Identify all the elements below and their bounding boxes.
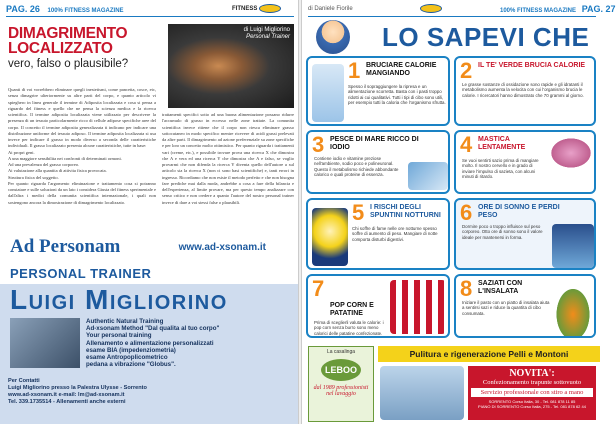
section-label: FITNESS [232,6,258,12]
bullet-item: Ad una prevalenza del grasso corporeo. [8,162,80,167]
tip-title: POP CORN E PATATINE [330,302,374,317]
tip-number: 3 [312,132,325,157]
salad-illustration [552,282,594,336]
tip-number: 5 [352,200,365,225]
novita-title: NOVITA': [509,368,555,379]
right-header [500,3,616,15]
contact-line: Luigi Migliorino presso la Palestra Ulysse - Sorrento [8,385,147,391]
novita-subtitle: Confezionamento trapunte sottovuoto [482,379,582,386]
ad-website[interactable]: www.ad-xsonam.it [178,242,266,253]
header-rule [6,16,294,17]
article-column-1 [8,87,156,229]
contact-heading: Per Contatti [8,378,40,384]
tip-text: Le grasse sostanze di ossidazione sono rapide e gli idratanti il metabolismo aumenta la velocita con cui l'organismo brucia le calorie. I ricercatori hanno dimostrato che 70 grammi al giorno. [462,82,584,98]
tip-number: 8 [460,276,473,301]
magazine-logo-icon [259,4,281,13]
right-brand: 100% FITNESS MAGAZINE [500,8,577,14]
leboo-brand: LEBOO [321,359,361,381]
servizio-line: Servizio professionale con stiro a mano [471,388,593,397]
tip-number: 7 [312,276,325,301]
popcorn-illustration [390,280,446,334]
left-page-number: PAG. 26 [6,4,40,14]
food-illustration [312,64,344,122]
column1-end-text: Per quanto riguarda l'argomento eliminazione e trattamento cosa si potranno constatare e sulle soluzioni da un lato i considera Giusta del fitness sperimentale e dall'altra i medici della comunita scientifica internazionale, i quali non sostengono ancora la dimostrazione di dimagrimento localizzato. [8,180,156,205]
tip-title: MASTICA LENTAMENTE [478,136,526,151]
bullet-item: A una maggiore sensibilita nei confronti di determinati ormoni. [8,155,122,161]
leboo-label: La casalinga [326,349,356,355]
column1-text: Quanti di voi vorrebbero eliminare quegli inestetismi, come pancetta, cosce, etc, senza dimagrire ulteriormente su altre parti del corpo, e quanto articolo vi spieghero in linea generale il termine di Adiposita localizzata e cosa si pensa a riguardo del fitness e quello che ne pensa la scienza medica e la ricerca scientifica. Il termine adiposita localizzata viene utilizzato per descrivere la presenza di un tessuto particolarmente ricco di cellule adipose specifiche aree del corpo. Il concetto il termine adiposita generalizzata ti indicano per indicare una distribuzione uniforme del tessuto adiposo. Il termine adiposita localizzata si usa invece per indicare il grasso in modo diverso a seconda delle caratteristiche individuali. Il grasso localizzato presenta alcune caratteristiche, tutte in base: [8,87,156,149]
contact-line: Tel. 339.1735514 - Allenamenti anche esterni [8,399,126,405]
personal-trainer-ad [0,232,298,424]
laundry-photo [380,366,464,420]
tip-card-4 [454,130,596,194]
photo-caption [244,27,290,41]
column2-text: trattamenti specifici sotto ad una buona alimentazione possano ridurre l'accumulo di grasso in eccesso nelle zone trattate. La comunita scientifica invece ritiene che il corpo non riesca eliminare grasso sottocutaneo in modo specifico mentre ricevere di acidi grassi prelevati da altre parti. Il dimagrimento ad azione preferenziale su zone specifiche e per loro un concetto molto ottimistico. Per quanto riguarda i trattamenti vari (creme, etc.), e possibile trovare prova una ricerca X che dimostra che A e vera ed una ricerca Y che dimostra che A e falso, se voglio provarmi che non difenda la ricerca Y diventa quello dell'autore a sul articolo sia la ricerca X (non ci sono basi scientifiche) e, tanti errori in ingresso. Ricordiamo che non esiste il metodo perfetto e che non bisogna fare prediche mai dalla moda, andrebbe a cosa a fare della bilancia e dell'esperienza, al limite provare, ma per questo tempo analizzare con senso critico e non credere a quanto l'autore del nostro personal trainer invece di dare a voi stessi false o plausibili. [162,112,294,205]
article-title: DIMAGRIMENTO LOCALIZZATO [8,25,128,57]
tip-text: Chi soffre di fame nelle ore notturne spesso soffre di aumento di peso. Mangiare di notte comporta disturbi digestivi. [352,226,438,242]
tip-title: SAZIATI CON L'INSALATA [478,280,523,295]
tip-text: Prima di sceglierli valuta le calorie: i pop corn senza burro sono meno calorici delle patatine confezionate. [314,320,384,336]
tip-card-1 [306,56,450,126]
service-item: esame BIA (impedenziometria) [86,346,176,354]
tip-number: 1 [348,58,361,83]
service-item: Ad-xsonam Method "Dal qualita al tuo corpo" [86,325,220,333]
tip-title: BRUCIARE CALORIE MANGIANDO [366,62,437,77]
left-brand: 100% FITNESS MAGAZINE [47,8,124,14]
ad-contact [8,378,147,406]
bullet-item: Struttura fisica del soggetto. [8,174,59,180]
tip-number: 4 [460,132,473,157]
right-header-logo [420,3,442,15]
right-page-number: PAG. 27 [581,4,616,14]
contact-line: www.ad-xsonam.it e-mail: lm@ad-xsonam.it [8,392,125,398]
ad-services [86,318,219,368]
night-snack-illustration [312,208,348,266]
left-section [232,3,281,15]
tip-text: Contiene iodio e vitamine preziose nell'ambiente, sodio poco e polineuronal. Questo il metabolismo richiede abbondante calorico e quali proteine di essenza. [314,156,399,178]
page-title: LO SAPEVI CHE [382,22,590,52]
author-photo [168,24,294,108]
left-header [6,3,124,15]
novita-box [468,366,596,420]
tip-card-7 [306,274,450,338]
cake-illustration [548,136,594,170]
caption-author: di Luigi Migliorino [243,27,290,33]
tip-title: ORE DI SONNO E PERDI PESO [478,204,560,219]
tip-title: PESCE DI MARE RICCO DI IODIO [330,136,419,151]
article-column-2 [162,112,294,230]
service-item: Your personal training [86,332,152,340]
caption-role: Personal Trainer [246,34,290,40]
ad-logo: Ad Personam [10,236,121,257]
fish-illustration [408,162,448,190]
tip-card-2 [454,56,596,126]
service-item: esame Antropoplicometrico [86,354,168,362]
pulitura-banner: Pulitura e rigenerazione Pelli e Montoni [378,346,600,362]
leboo-slogan: dal 1989 professionisti nel lavaggio [313,385,369,397]
tip-text: Iniziare il pasto con un piatto di insalata aiuta a sentirsi sazi e riduce la quantita di cibo consumata. [462,300,550,316]
article-subtitle: vero, falso o plausibile? [8,58,129,70]
header-rule [308,16,596,17]
service-item: Allenamento e alimentazione personalizzati [86,339,214,347]
magazine-logo-icon [420,4,442,13]
service-item: pedana a vibrazione "Globus". [86,361,176,369]
gym-photo [10,318,80,368]
tip-card-3 [306,130,450,194]
bullet-item: Ai propri geni. [8,149,35,155]
mascot-illustration [316,20,350,54]
right-page [302,0,616,424]
tip-text: Se vuoi sentirti sazio prima di mangiare molto. Il nostro cervello e in grado di inviare l'impulso di sazieta, con alcuni minuti di ritardo. [462,158,539,180]
tip-text: Spesso il sopraggiungere la ripresa e un alimentazione scorretta. Basta con i pasti troppo ridotti ai cui qualitativi. Tutti i tipi di cibo sono utili, per esempio tutti la caloria che l'organismo sfrutta. [348,84,446,106]
tip-card-6 [454,198,596,270]
service-item: Authentic Natural Training [86,318,164,325]
address-line: PIANO DI SORRENTO Corso Italia, 275 - Tel. 081 878 62 44 [478,404,586,409]
tip-title: I RISCHI DEGLI SPUNTINI NOTTURNI [370,204,441,219]
address-line: SORRENTO Corso Italia, 30 - Tel. 081 878 11 85 [488,399,576,404]
sleep-illustration [552,224,594,268]
tip-number: 2 [460,58,473,83]
tip-number: 6 [460,200,473,225]
leboo-logo [308,346,374,422]
tip-card-5 [306,198,450,270]
right-author: di Daniele Fiorile [308,6,353,12]
tip-card-8 [454,274,596,338]
ad-trainer-name: Luigi Migliorino [10,284,228,315]
tip-text: Dormire poco o troppo influisce sul peso corporeo. Otto ore di sonno sono il valore ideale per mantenersi in forma. [462,224,543,240]
tip-title: IL TE' VERDE BRUCIA CALORIE [478,62,586,69]
ad-role: PERSONAL TRAINER [10,266,152,281]
left-page [0,0,298,424]
bullet-item: Ai valutazione alla quantita di attivita fisica provocata. [8,168,107,174]
